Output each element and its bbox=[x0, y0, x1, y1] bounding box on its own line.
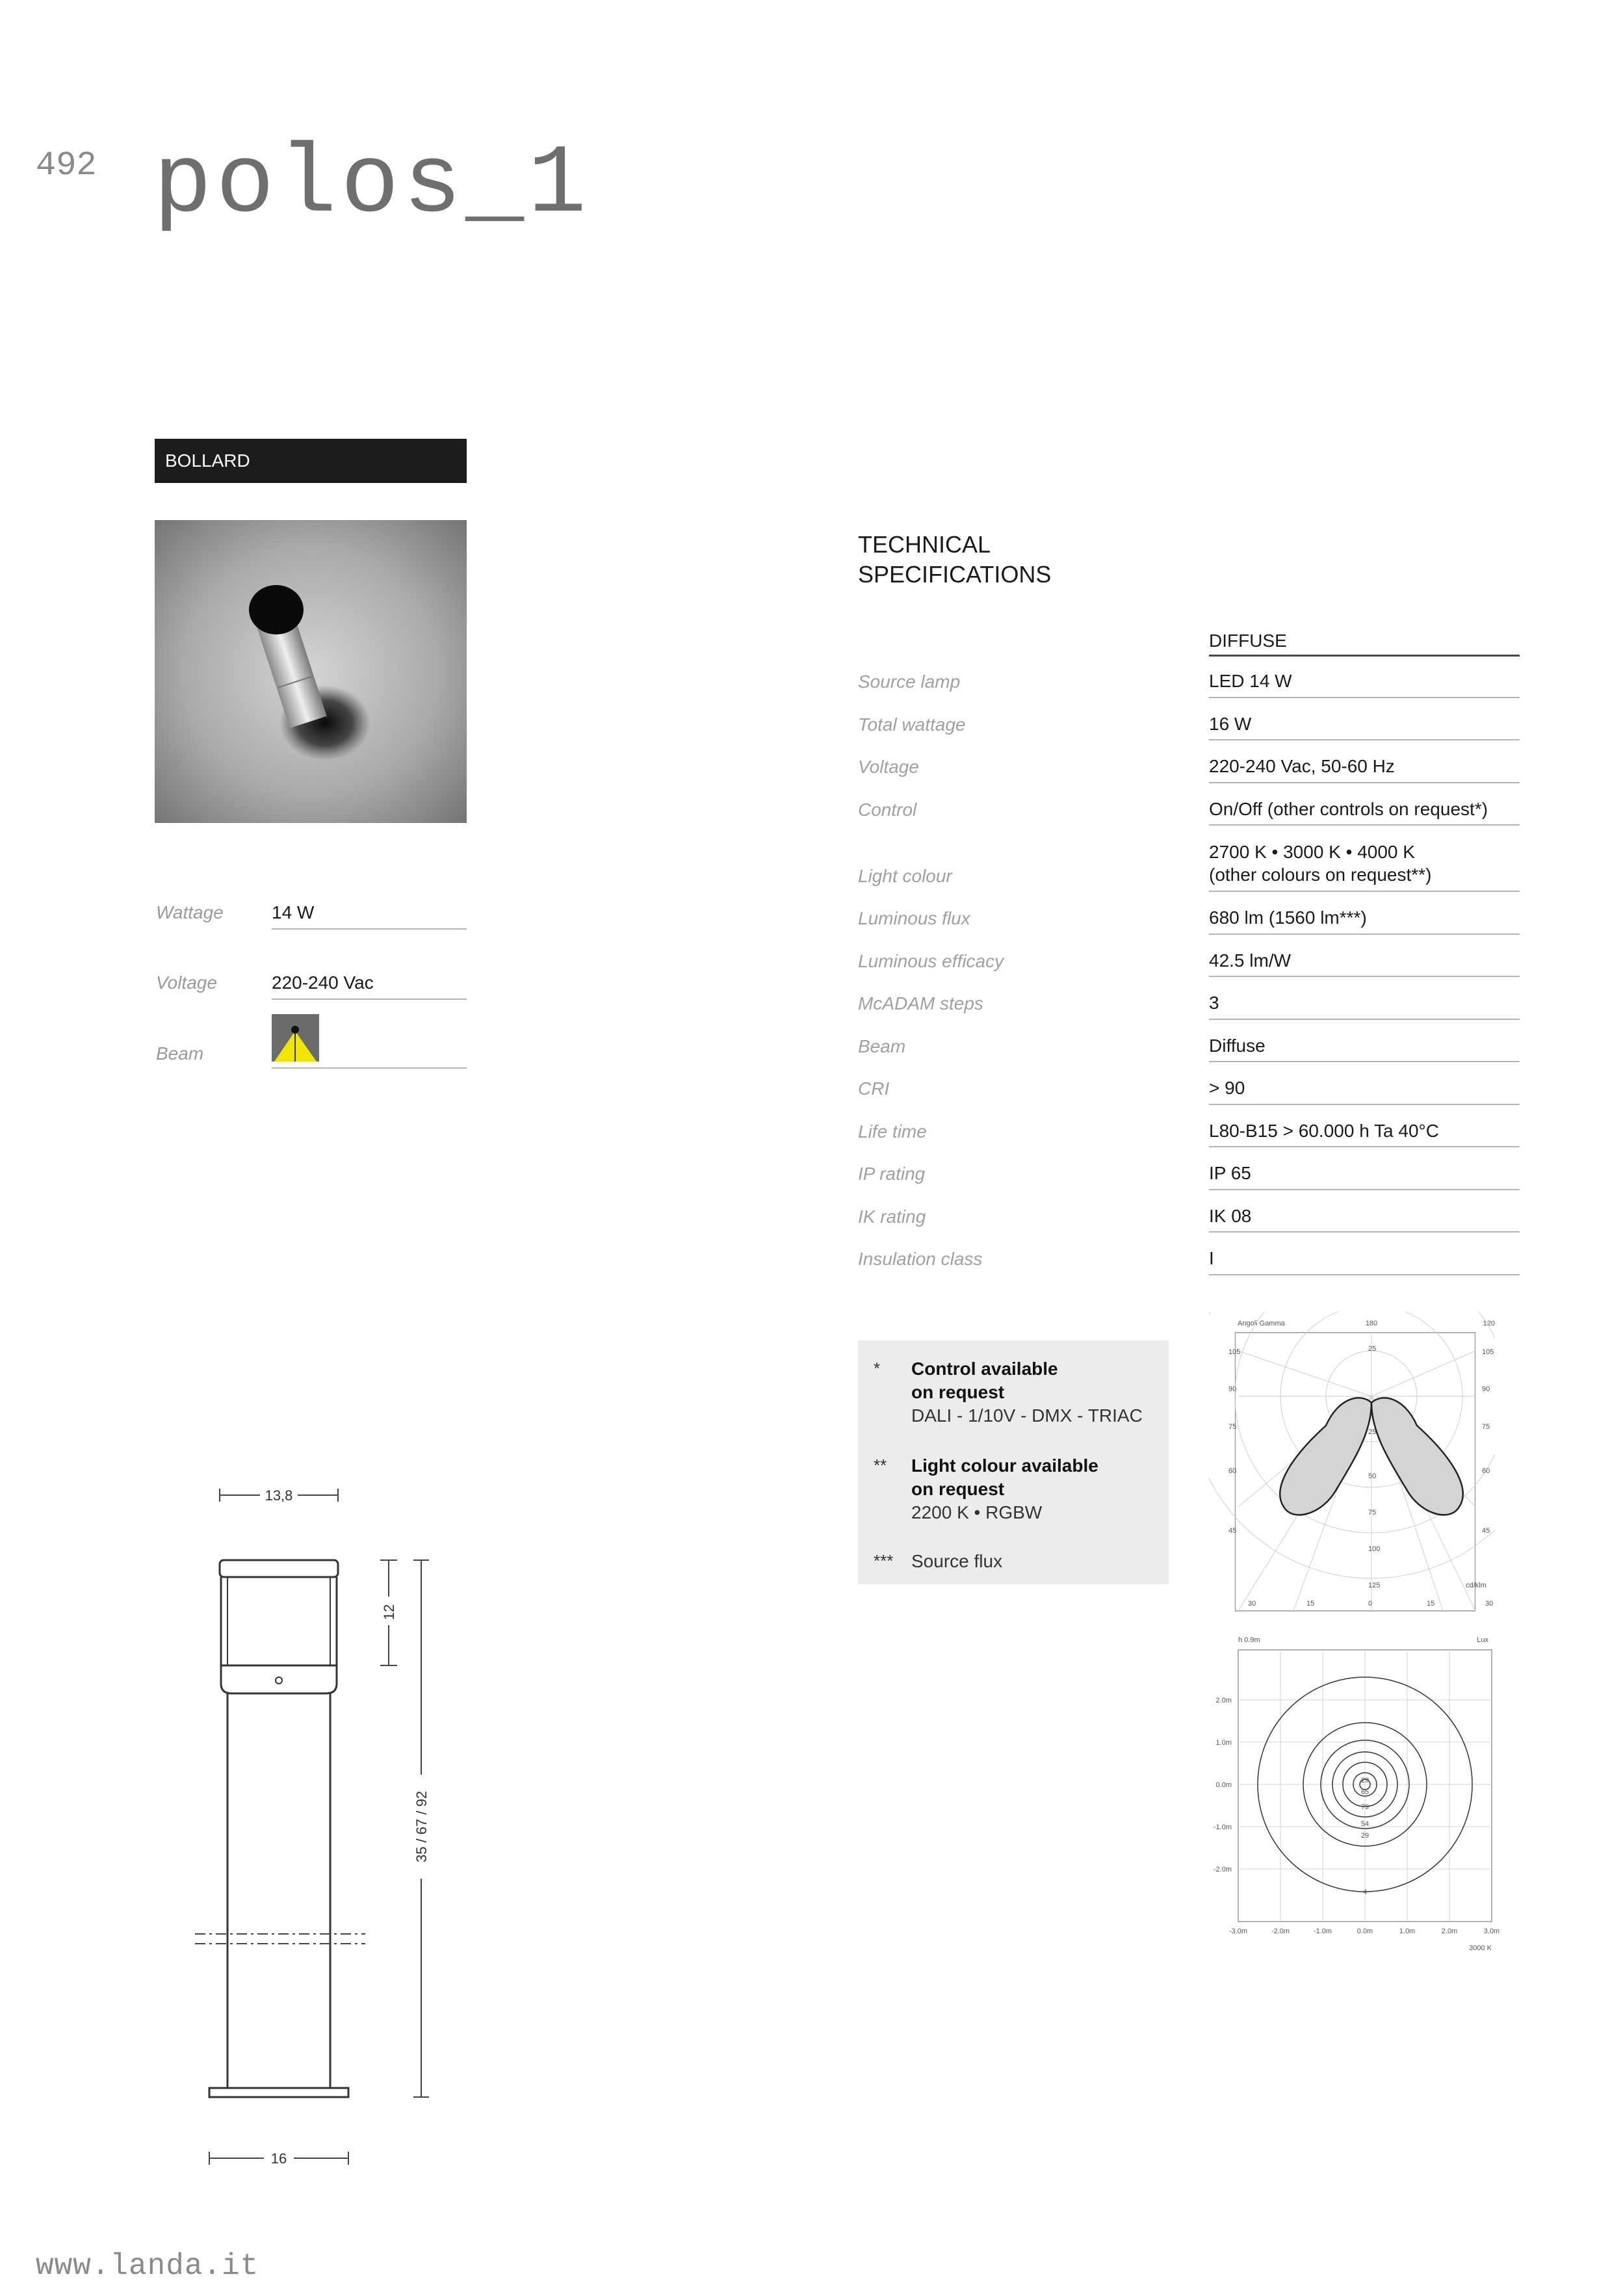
spec-label: Beam bbox=[858, 1036, 906, 1056]
summary-value-wattage: 14 W bbox=[272, 902, 315, 922]
isolux-contour-label: 79 bbox=[1360, 1803, 1370, 1811]
isolux-diagram bbox=[1199, 1632, 1511, 1957]
spec-column-header: DIFFUSE bbox=[1209, 631, 1287, 651]
dim-label-total: 35 / 67 / 92 bbox=[413, 1790, 430, 1863]
polar-x-tick: 30 bbox=[1485, 1600, 1494, 1608]
polar-x-tick: 15 bbox=[1306, 1600, 1315, 1608]
dimension-total-height bbox=[411, 1560, 432, 2097]
product-photo bbox=[155, 520, 467, 823]
polar-corner-top-left: Angoli Gamma bbox=[1238, 1320, 1285, 1327]
tech-spec-title bbox=[858, 530, 1051, 590]
spec-label: McADAM steps bbox=[858, 993, 983, 1013]
summary-divider bbox=[272, 928, 467, 930]
dimension-base-width bbox=[209, 2148, 348, 2169]
isolux-x-tick: -3.0m bbox=[1228, 1927, 1248, 1935]
note-mark: *** bbox=[874, 1551, 894, 1571]
footer-website[interactable]: www.landa.it bbox=[36, 2249, 259, 2283]
summary-label-beam: Beam bbox=[156, 1043, 204, 1063]
spec-value: I bbox=[1209, 1248, 1214, 1268]
polar-x-tick: 0 bbox=[1368, 1600, 1373, 1608]
spec-label: IP rating bbox=[858, 1164, 926, 1184]
spec-label: Luminous flux bbox=[858, 908, 970, 928]
isolux-x-tick: 0.0m bbox=[1357, 1927, 1373, 1935]
polar-angle-left: 105 bbox=[1228, 1348, 1241, 1356]
summary-value-voltage: 220-240 Vac bbox=[272, 972, 374, 993]
spec-value: 16 W bbox=[1209, 714, 1252, 734]
spec-divider bbox=[1209, 1061, 1520, 1062]
category-badge: BOLLARD bbox=[155, 439, 467, 483]
polar-radial-label: 75 bbox=[1368, 1509, 1377, 1517]
dimension-head-height bbox=[380, 1560, 398, 1665]
spec-divider bbox=[1209, 1104, 1520, 1105]
note-mark: * bbox=[874, 1359, 881, 1378]
polar-x-tick: 30 bbox=[1248, 1600, 1256, 1608]
spec-value: 42.5 lm/W bbox=[1209, 950, 1292, 971]
spec-divider bbox=[1209, 1146, 1520, 1147]
spec-value: IK 08 bbox=[1209, 1206, 1252, 1226]
spec-divider bbox=[1209, 891, 1520, 892]
polar-angle-right: 105 bbox=[1482, 1348, 1494, 1356]
isolux-y-tick: 2.0m bbox=[1215, 1697, 1232, 1704]
isolux-contour-label: 4 bbox=[1362, 1888, 1368, 1896]
polar-diagram bbox=[1209, 1312, 1495, 1617]
spec-value: IP 65 bbox=[1209, 1163, 1251, 1183]
isolux-y-tick: 0.0m bbox=[1215, 1781, 1232, 1789]
isolux-x-tick: 1.0m bbox=[1399, 1927, 1416, 1935]
dim-label-head: 12 bbox=[381, 1604, 397, 1621]
spec-label: Source lamp bbox=[858, 672, 961, 692]
spec-label: Luminous efficacy bbox=[858, 951, 1004, 971]
spec-value-line2: (other colours on request**) bbox=[1209, 865, 1432, 885]
spec-divider bbox=[1209, 739, 1520, 740]
product-title: polos_1 bbox=[153, 130, 591, 241]
spec-value: 2700 K • 3000 K • 4000 K bbox=[1209, 842, 1415, 862]
isolux-x-tick: 2.0m bbox=[1441, 1927, 1458, 1935]
spec-divider bbox=[1209, 1231, 1520, 1233]
isolux-colour-temp: 3000 K bbox=[1469, 1944, 1492, 1952]
note-title: on request bbox=[911, 1479, 1005, 1499]
polar-angle-right: 60 bbox=[1482, 1467, 1490, 1475]
spec-value: 220-240 Vac, 50-60 Hz bbox=[1209, 756, 1395, 776]
polar-angle-right: 45 bbox=[1482, 1527, 1490, 1535]
technical-drawing bbox=[182, 1469, 442, 2178]
polar-corner-top-right: 120 bbox=[1483, 1320, 1495, 1327]
isolux-contour-label: 65 bbox=[1360, 1788, 1370, 1796]
page-number: 492 bbox=[36, 146, 97, 185]
polar-radial-label: 100 bbox=[1368, 1545, 1381, 1553]
note-body: Source flux bbox=[911, 1551, 1003, 1571]
spec-label: Insulation class bbox=[858, 1249, 983, 1269]
spec-value: LED 14 W bbox=[1209, 671, 1292, 691]
isolux-y-tick: -1.0m bbox=[1213, 1823, 1232, 1831]
spec-divider bbox=[1209, 976, 1520, 977]
bollard-outline bbox=[209, 1560, 348, 2097]
tech-spec-title-line2: SPECIFICATIONS bbox=[858, 561, 1052, 588]
summary-label-wattage: Wattage bbox=[156, 902, 224, 922]
beam-icon bbox=[272, 1014, 319, 1062]
spec-divider bbox=[1209, 697, 1520, 698]
isolux-contour-label: 29 bbox=[1360, 1777, 1370, 1784]
note-body: DALI - 1/10V - DMX - TRIAC bbox=[911, 1405, 1143, 1426]
polar-corner-top-center: 180 bbox=[1365, 1320, 1378, 1327]
polar-angle-left: 75 bbox=[1228, 1423, 1237, 1431]
spec-label: Life time bbox=[858, 1121, 927, 1141]
spec-label: Total wattage bbox=[858, 714, 966, 735]
spec-label: Voltage bbox=[858, 757, 919, 777]
polar-angle-left: 60 bbox=[1228, 1467, 1237, 1475]
isolux-x-tick: -2.0m bbox=[1271, 1927, 1290, 1935]
tech-spec-title-line1: TECHNICAL bbox=[858, 531, 991, 558]
polar-angle-right: 75 bbox=[1482, 1423, 1490, 1431]
dimension-top-width bbox=[220, 1485, 338, 1506]
note-title: Light colour available bbox=[911, 1455, 1098, 1476]
spec-divider bbox=[1209, 782, 1520, 783]
isolux-y-tick: -2.0m bbox=[1213, 1866, 1232, 1873]
spec-label: Light colour bbox=[858, 866, 952, 886]
isolux-y-tick: 1.0m bbox=[1215, 1739, 1232, 1747]
polar-angle-left: 45 bbox=[1228, 1527, 1237, 1535]
polar-unit-label: cd/klm bbox=[1466, 1582, 1487, 1589]
isolux-corner-top-right: Lux bbox=[1477, 1636, 1488, 1644]
summary-label-voltage: Voltage bbox=[156, 972, 217, 993]
polar-radial-label: 25 bbox=[1368, 1345, 1377, 1353]
polar-radial-label: 125 bbox=[1368, 1582, 1381, 1589]
isolux-x-tick: 3.0m bbox=[1483, 1927, 1500, 1935]
summary-divider bbox=[272, 1067, 467, 1069]
note-title: Control available bbox=[911, 1359, 1058, 1379]
spec-value: > 90 bbox=[1209, 1078, 1245, 1098]
spec-value: Diffuse bbox=[1209, 1036, 1266, 1056]
polar-radial-label: 50 bbox=[1368, 1472, 1377, 1480]
spec-value: L80-B15 > 60.000 h Ta 40°C bbox=[1209, 1121, 1439, 1141]
cut-marks bbox=[195, 1934, 365, 1944]
spec-divider bbox=[1209, 933, 1520, 935]
isolux-x-tick: -1.0m bbox=[1313, 1927, 1332, 1935]
isolux-contour-label: 29 bbox=[1360, 1832, 1370, 1840]
polar-angle-right: 90 bbox=[1482, 1385, 1490, 1393]
note-title: on request bbox=[911, 1382, 1005, 1402]
summary-divider bbox=[272, 998, 467, 1000]
spec-column-underline bbox=[1209, 655, 1520, 657]
spec-label: CRI bbox=[858, 1078, 890, 1099]
polar-x-tick: 15 bbox=[1427, 1600, 1435, 1608]
spec-divider bbox=[1209, 1274, 1520, 1275]
polar-angle-left: 90 bbox=[1228, 1385, 1237, 1393]
note-body: 2200 K • RGBW bbox=[911, 1502, 1043, 1522]
spec-label: Control bbox=[858, 800, 917, 820]
polar-radial-label: 25 bbox=[1368, 1428, 1377, 1436]
spec-divider bbox=[1209, 824, 1520, 826]
dim-label-top: 13,8 bbox=[265, 1487, 293, 1504]
spec-value: On/Off (other controls on request*) bbox=[1209, 799, 1488, 819]
spec-divider bbox=[1209, 1189, 1520, 1190]
dim-label-base: 16 bbox=[270, 2150, 287, 2167]
spec-label: IK rating bbox=[858, 1207, 926, 1227]
isolux-contour-label: 54 bbox=[1360, 1820, 1370, 1828]
spec-value: 680 lm (1560 lm***) bbox=[1209, 907, 1367, 928]
note-mark: ** bbox=[874, 1455, 887, 1475]
spec-divider bbox=[1209, 1019, 1520, 1020]
spec-value: 3 bbox=[1209, 993, 1219, 1013]
isolux-corner-top-left: h 0.9m bbox=[1238, 1636, 1260, 1644]
